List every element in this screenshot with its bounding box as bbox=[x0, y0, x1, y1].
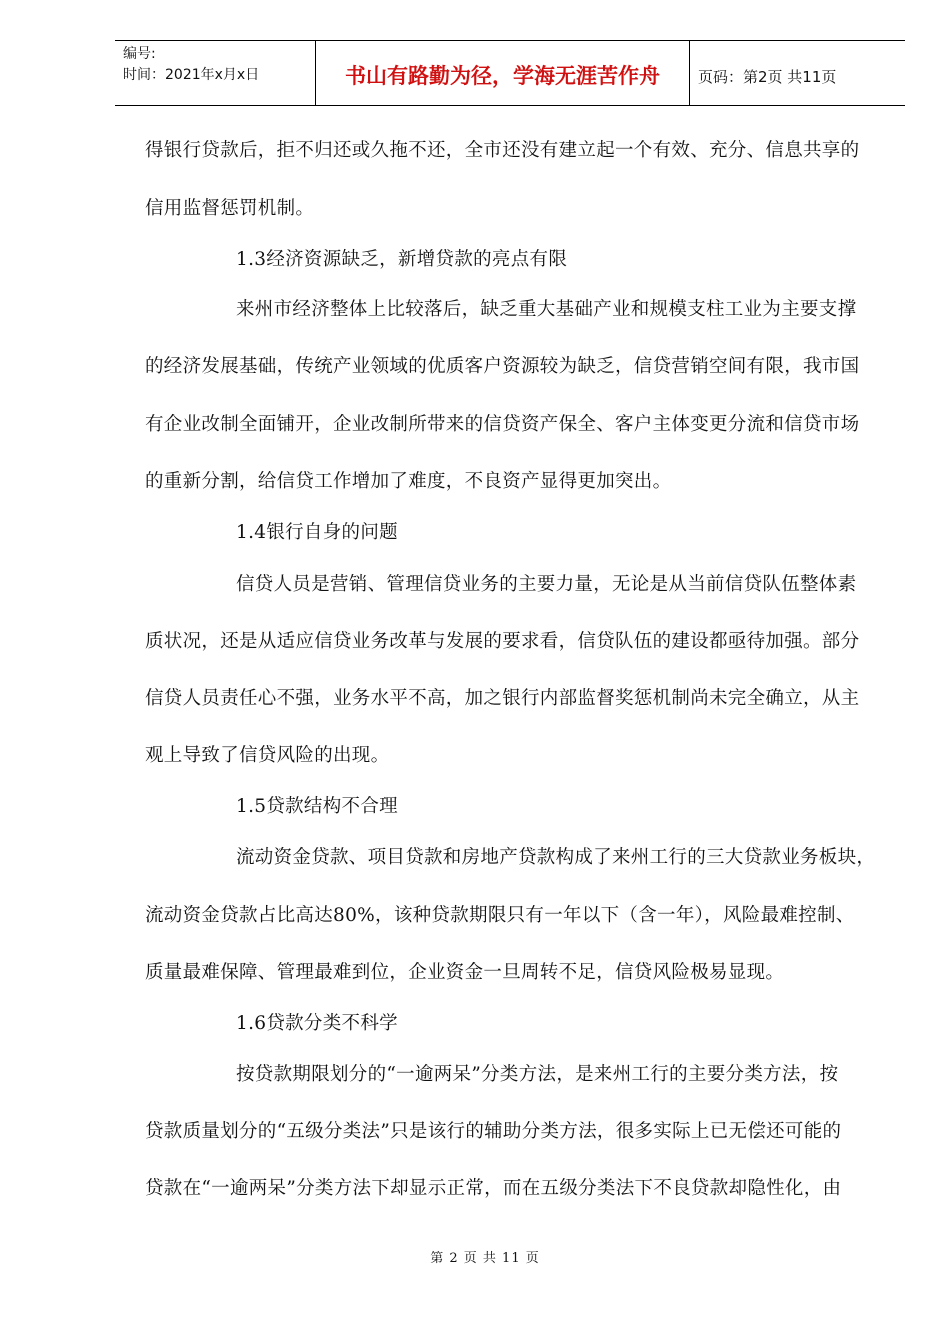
section-heading: 1.3经济资源缺乏，新增贷款的亮点有限 bbox=[236, 249, 568, 270]
body-line: 观上导致了信贷风险的出现。 bbox=[145, 745, 390, 766]
body-line: 信用监督惩罚机制。 bbox=[145, 198, 315, 219]
document-header bbox=[115, 40, 905, 106]
body-line: 的重新分割，给信贷工作增加了难度，不良资产显得更加突出。 bbox=[145, 471, 672, 492]
body-line: 信贷人员责任心不强，业务水平不高，加之银行内部监督奖惩机制尚未完全确立，从主 bbox=[145, 688, 860, 709]
body-line: 质量最难保障、管理最难到位，企业资金一旦周转不足，信贷风险极易显现。 bbox=[145, 962, 785, 983]
time-label: 时间：2021年x月x日 bbox=[123, 67, 260, 83]
number-label: 编号: bbox=[123, 46, 156, 62]
section-heading: 1.6贷款分类不科学 bbox=[236, 1013, 398, 1034]
header-motto: 书山有路勤为径，学海无涯苦作舟 bbox=[316, 41, 690, 105]
header-meta bbox=[115, 41, 316, 105]
page-footer: 第 2 页 共 11 页 bbox=[430, 1251, 540, 1266]
body-line: 来州市经济整体上比较落后，缺乏重大基础产业和规模支柱工业为主要支撑 bbox=[236, 299, 857, 320]
section-heading: 1.5贷款结构不合理 bbox=[236, 796, 398, 817]
body-line: 按贷款期限划分的“一逾两呆”分类方法，是来州工行的主要分类方法，按 bbox=[236, 1064, 839, 1085]
body-line: 贷款质量划分的“五级分类法”只是该行的辅助分类方法，很多实际上已无偿还可能的 bbox=[145, 1121, 842, 1142]
body-line: 贷款在“一逾两呆”分类方法下却显示正常，而在五级分类法下不良贷款却隐性化，由 bbox=[145, 1178, 842, 1199]
section-heading: 1.4银行自身的问题 bbox=[236, 522, 398, 543]
body-line: 流动资金贷款占比高达80%，该种贷款期限只有一年以下（含一年），风险最难控制、 bbox=[145, 905, 855, 926]
body-line: 的经济发展基础，传统产业领域的优质客户资源较为缺乏，信贷营销空间有限，我市国 bbox=[145, 356, 860, 377]
header-page-info: 页码：第2页 共11页 bbox=[698, 67, 837, 86]
body-line: 质状况，还是从适应信贷业务改革与发展的要求看，信贷队伍的建设都亟待加强。部分 bbox=[145, 631, 860, 652]
body-line: 流动资金贷款、项目贷款和房地产贷款构成了来州工行的三大贷款业务板块， bbox=[236, 847, 876, 868]
body-line: 信贷人员是营销、管理信贷业务的主要力量，无论是从当前信贷队伍整体素 bbox=[236, 574, 857, 595]
body-line: 有企业改制全面铺开，企业改制所带来的信贷资产保全、客户主体变更分流和信贷市场 bbox=[145, 414, 860, 435]
body-line: 得银行贷款后，拒不归还或久拖不还，全市还没有建立起一个有效、充分、信息共享的 bbox=[145, 140, 860, 161]
